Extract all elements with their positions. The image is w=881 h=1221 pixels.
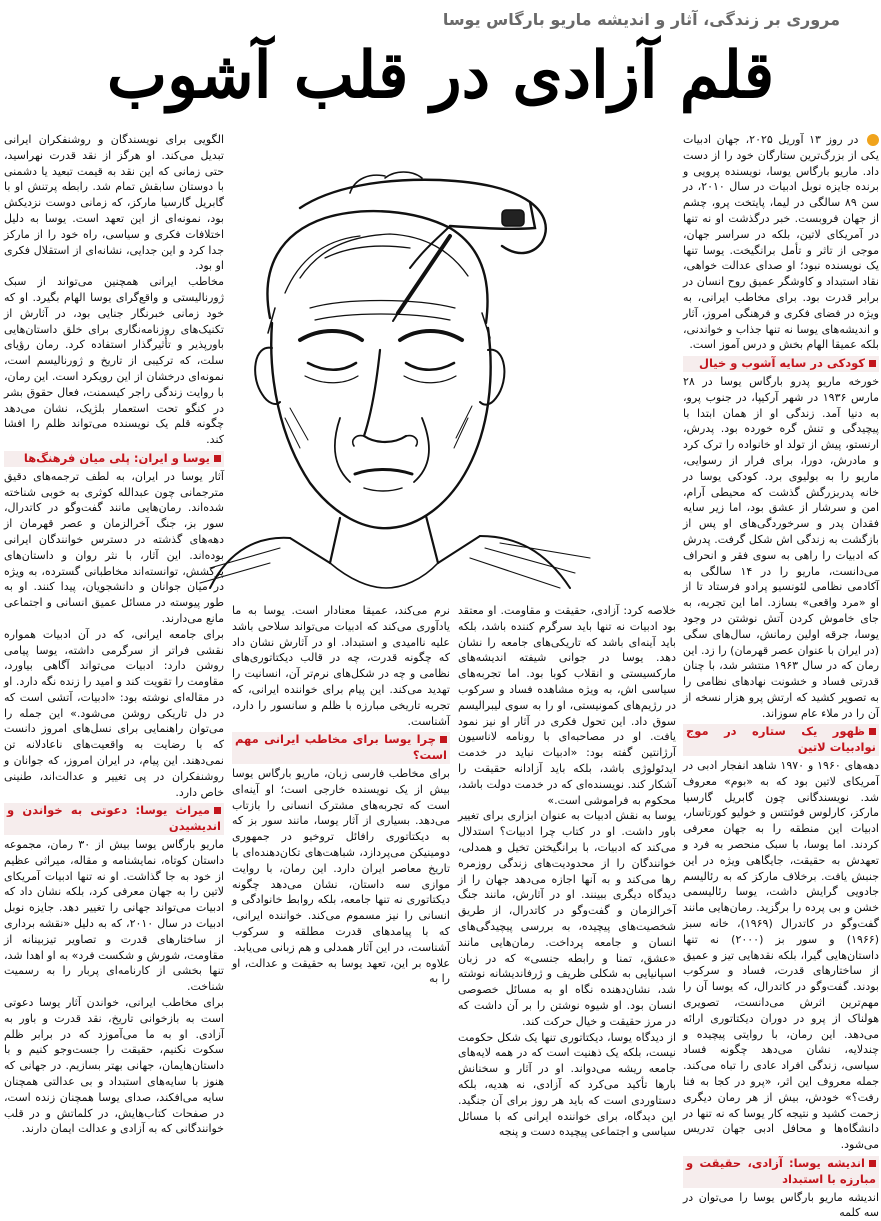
paragraph: برای مخاطب ایرانی، خواندن آثار یوسا دعوتی است به بازخوانی تاریخ، نقد قدرت و باور به آزادی. او به ما می‌آموزد که در برابر ظلم سکوت نکنیم، حقیقت را جست‌وجو کنیم و با داستان‌هایمان، جهانی بهتر بسازیم. در جهانی که هنوز با سایه‌های استبداد و بی عدالتی همچنان سایه می‌افکند، صدای یوسا همچنان زنده است، در صفحات کتاب‌هایش، در کلماتش و در قلب خوانندگانی که به آزادی و عدالت ایمان دارند. bbox=[4, 996, 224, 1136]
subheading-text: ظهور یک ستاره در موج نوادبیات لاتین bbox=[686, 724, 876, 755]
article-headline: قلم آزادی در قلب آشوب bbox=[106, 38, 775, 113]
paragraph: خورخه ماریو پدرو بارگاس یوسا در ۲۸ مارس ۱۹۳۶ در شهر آرکیپا، در جنوب پرو، به دنیا آمد. زندگی او از همان ابتدا با پیچیدگی و تنش گره خورده بود. پدرش، ارنستو، پیش از تولد او خانواده را ترک کرد و مادرش، دورا، برای فرار از رسوایی، ماریو را به بولیوی برد. کودکی یوسا در خانه پدربزرگش گذشت که محیطی آرام، امن و سرشار از عشق بود، اما زیر سایه فقدان پدر و سرخوردگی‌های او پس از بازگشت به زندگی اش شکل گرفت. پدرش که ادبیات را راهی به سوی فقر و انحراف می‌دانست، ماریو را در ۱۴ سالگی به آکادمی نظامی لئونسیو پرادو فرستاد تا از او «مرد واقعی» بسازد. اما این تجربه، به جای خاموش کردن آتش نوشتن در وجود یوسا، جرقه اولین رمانش، سال‌های سگی (در ایران با عنوان عصر قهرمان) را زد. این رمان که در سال ۱۹۶۳ منتشر شد، با چنان قدرتی فساد و خشونت نهادهای نظامی را به تصویر کشید که ارتش پرو هزار نسخه از آن را در ملاء عام سوزاند. bbox=[683, 374, 880, 720]
square-bullet-icon bbox=[869, 360, 876, 367]
article-kicker: مروری بر زندگی، آثار و اندیشه ماریو بارگاس یوسا bbox=[442, 10, 840, 29]
paragraph: از دیدگاه یوسا، دیکتاتوری تنها یک شکل حکومت نیست، بلکه یک ذهنیت است که در همه لایه‌های جامعه ریشه می‌دواند. او در آثار و سخنانش بارها تأکید می‌کرد که آزادی، نه هدیه، بلکه دستاوردی است که باید هر روز برای آن جنگید. این دیدگاه، برای خواننده ایرانی که با مسائل سیاسی و اجتماعی پیچیده دست و پنجه bbox=[458, 1030, 676, 1139]
subheading-legacy bbox=[4, 803, 224, 835]
subheading-latin-boom bbox=[683, 724, 879, 756]
paragraph: مخاطب ایرانی همچنین می‌تواند از سبک ژورنالیستی و واقع‌گرای یوسا الهام بگیرد. او که خود زمانی خبرنگار جنایی بود، در آثارش از تکنیک‌های روزنامه‌نگاری برای خلق داستان‌هایی باورپذیر و تأثیرگذار استفاده کرد. رمان رؤیای سلت، که ترکیبی از تاریخ و ژورنالیسم است، نمونه‌ای درخشان از این رویکرد است. این رمان، با روایت زندگی راجر کیسمنت، فعال حقوق بشر در کنگو تحت استعمار بلژیک، نشان می‌دهد چگونه قلم یک نویسنده می‌تواند ظلم را افشا کند. bbox=[4, 275, 224, 447]
drop-cap-icon bbox=[867, 134, 879, 146]
paragraph: اندیشه ماریو بارگاس یوسا را می‌توان در سه کلمه bbox=[683, 1190, 879, 1220]
square-bullet-icon bbox=[869, 1160, 876, 1167]
subheading-why-important bbox=[232, 732, 450, 764]
article-column-3 bbox=[232, 603, 450, 986]
paragraph: برای مخاطب فارسی زبان، ماریو بارگاس یوسا بیش از یک نویسنده خارجی است؛ او آینه‌ای است که تجربه‌های مشترک انسانی را بازتاب می‌دهد. بسیاری از آثار یوسا، مانند سور بز که به دیکتاتوری رافائل تروخیو در جمهوری دومینیکن می‌پردازد، شباهت‌های تکان‌دهنده‌ای با تاریخ معاصر ایران دارد. این رمان، با روایت موازی سه داستان، نشان می‌دهد چگونه دیکتاتوری نه تنها جامعه، بلکه روابط خانوادگی و انسانی را نیز مسموم می‌کند. خواننده ایرانی، که با پیامدهای قدرت مطلقه و سرکوب آشناست، در این آثار همدلی و هم زبانی می‌یابد. bbox=[232, 766, 450, 954]
square-bullet-icon bbox=[440, 736, 447, 743]
article-column-1 bbox=[683, 132, 880, 1220]
subheading-yosa-and-iran bbox=[4, 451, 224, 467]
subheading-text: میراث یوسا: دعوتی به خواندن و اندیشیدن bbox=[7, 803, 221, 834]
paragraph: آثار یوسا در ایران، به لطف ترجمه‌های دقیق مترجمانی چون عبدالله کوثری به خوبی شناخته شده‌اند. رمان‌هایی مانند گفت‌وگو در کاتدرال، سور بز، جنگ آخرالزمان و عصر قهرمان از دهه‌های گذشته در دسترس خوانندگان ایرانی بوده‌اند. این آثار، با نثر روان و داستان‌های پرکشش، توانسته‌اند مخاطبانی گسترده، به ویژه در میان جوانان و دانشجویان، پیدا کنند. او به طور پیوسته در مسائل عمیق انسانی و اجتماعی مانع می‌دارند. bbox=[4, 469, 224, 625]
paragraph: نرم می‌کند، عمیقا معنادار است. یوسا به ما یادآوری می‌کند که ادبیات می‌تواند سلاحی باشد علیه ناامیدی و استبداد. او در آثارش نشان داد که چگونه قدرت، چه در قالب دیکتاتوری‌های نظامی و چه در شکل‌های نرم‌تر آن، انسانیت را تهدید می‌کند. این پیام برای خواننده ایرانی، که تجربه تاریخی مبارزه با ظلم و سانسور را دارد، آشناست. bbox=[232, 604, 450, 728]
paragraph: ماریو بارگاس یوسا بیش از ۳۰ رمان، مجموعه داستان کوتاه، نمایشنامه و مقاله، میراثی عظیم از خود به جا گذاشت. او نه تنها ادبیات آمریکای لاتین را به جهان معرفی کرد، بلکه نشان داد که ادبیات می‌تواند جهانی را تغییر دهد. جایزه نوبل ادبیات در سال ۲۰۱۰، که به دلیل «نقشه برداری از ساختارهای قدرت و تصاویر تیزبینانه از مقاومت، شورش و شکست فرد» به او اهدا شد، تنها بخشی از کارنامه‌ای پربار را به رسمیت شناخت. bbox=[4, 838, 224, 994]
paragraph: برای جامعه ایرانی، که در آن ادبیات همواره نقشی فراتر از سرگرمی داشته، یوسا پیامی روشن دارد: ادبیات می‌تواند آگاهی بیاورد، مقاومت را تقویت کند و امید را زنده نگه دارد. او در مقاله‌ای نوشته بود: «ادبیات، آتشی است که در دل تاریکی روشن می‌شود.» این جمله را می‌توان راهنمایی برای نسل‌های امروز دانست که با رضایت به واقعیت‌های ناعادلانه تن نمی‌دهند. این پیام، در ایران امروز، که جوانان و روشنفکران در پی تغییر و عدالت‌اند، طنینی خاص دارد. bbox=[4, 627, 224, 799]
paragraph: الگویی برای نویسندگان و روشنفکران ایرانی تبدیل می‌کند. او هرگز از نقد قدرت نهراسید، حتی زمانی که این نقد به قیمت تبعید یا دشمنی با دوستان سابقش تمام شد. رابطه پرتنش او با گابریل گارسیا مارکز، که زمانی دوست نزدیکش بود، نمونه‌ای از این تعهد است. یوسا به دلیل اختلافات فکری و سیاسی، راه خود را از مارکز جدا کرد و این جدایی، نشانه‌ای از استقلال فکری او بود. bbox=[4, 133, 224, 273]
subheading-text: چرا یوسا برای مخاطب ایرانی مهم است؟ bbox=[235, 732, 447, 763]
subheading-freedom-truth bbox=[683, 1156, 879, 1188]
paragraph: یوسا به نقش ادبیات به عنوان ابزاری برای تغییر باور داشت. او در کتاب چرا ادبیات؟ استدلال می‌کند که ادبیات، با برانگیختن تخیل و همدلی، خوانندگان را از محدودیت‌های زندگی روزمره رها می‌کند و به آنها اجازه می‌دهد جهان را از دیدگاه دیگری ببینند. او در آثارش، مانند جنگ آخرالزمان و گفت‌وگو در کاتدرال، از طریق شخصیت‌های پیچیده، به بررسی پیچیدگی‌های انسان و جامعه پرداخت. رمان‌هایی مانند «عشق، تمنا و رابطه جنسی» که در زبان اسپانیایی به شکلی ظریف و ژرفاندیشانه نوشته شد، نشان‌دهنده نگاه او به مسائل خصوصی انسان بود. او شیوه نوشتن را بر آن داشت که در مرز حقیقت و خیال حرکت کند. bbox=[458, 809, 676, 1028]
subheading-childhood bbox=[683, 356, 879, 372]
square-bullet-icon bbox=[214, 807, 221, 814]
subheading-text: یوسا و ایران: پلی میان فرهنگ‌ها bbox=[23, 450, 210, 465]
intro-paragraph: در روز ۱۳ آوریل ۲۰۲۵، جهان ادبیات یکی از بزرگ‌ترین ستارگان خود را از دست داد. ماریو بارگاس یوسا، نویسنده پرویی و برنده جایزه نوبل ادبیات در سال ۲۰۱۰، در سن ۸۹ سالگی در لیما، پایتخت پرو، چشم از جهان فروبست. خبر درگذشت او نه تنها در آمریکای لاتین، بلکه در سراسر جهان، موجی از تاثر و تأمل برانگیخت. یوسا تنها یک نویسنده نبود؛ او صدای عدالت خواهی، نقاد استبداد و کاوشگر عمیق روح انسان در برابر قدرت بود. برای مخاطب ایرانی، به ویژه در فضای فکری و فرهنگی امروز، آثار و اندیشه‌های یوسا نه تنها جذاب و خواندنی، بلکه عمیقا الهام بخش و درس آموز است. bbox=[683, 133, 879, 352]
subheading-text: اندیشه یوسا: آزادی، حقیقت و مبارزه با استبداد bbox=[686, 1156, 876, 1186]
article-column-4 bbox=[4, 132, 224, 1136]
square-bullet-icon bbox=[214, 455, 221, 462]
paragraph: خلاصه کرد: آزادی، حقیقت و مقاومت. او معتقد بود ادبیات نه تنها باید سرگرم کننده باشد، بلکه باید آینه‌ای باشد که تاریکی‌های جامعه را نشان دهد. یوسا در جوانی شیفته اندیشه‌های مارکسیستی و انقلاب کوبا بود. اما تجربه‌های سیاسی اش، به ویژه مشاهده فساد و سرکوب در رژیم‌های کمونیستی، او را به سوی لیبرالیسم سوق داد. این تحول فکری در آثار او نیز نمود یافت. او در مصاحبه‌ای با رونامه لاناسیون آرژانتین گفته بود: «ادبیات نباید در خدمت ایدئولوژی باشد، بلکه باید آزادانه حقیقت را آشکار کند. نویسنده‌ای که در خدمت دولت باشد، محکوم به فراموشی است.» bbox=[458, 604, 676, 807]
paragraph: دهه‌های ۱۹۶۰ و ۱۹۷۰ شاهد انفجار ادبی در آمریکای لاتین بود که به «بوم» معروف شد. نویسندگانی چون گابریل گارسیا مارکز، کارلوس فوئنتس و خولیو کورتاسار، ادبیات این منطقه را به جهان معرفی کردند. اما یوسا، با سبک منحصر به فرد و تعهدش به حقیقت، جایگاهی ویژه در این جنبش یافت. برخلاف مارکز که به رئالیسم جادویی گرایش داشت، یوسا رئالیسمی خشن و بی پرده را برگزید. رمان‌هایی مانند گفت‌وگو در کاتدرال (۱۹۶۹)، خانه سبز (۱۹۶۶) و سور بز (۲۰۰۰) نه تنها داستان‌هایی گیرا، بلکه نقدهایی تیز و عمیق از ساختارهای قدرت، فساد و سرکوب بودند. گفت‌وگو در کاتدرال، که یوسا آن را مهم‌ترین اثرش می‌دانست، تصویری هولناک از پرو در دوران دیکتاتوری ارائه می‌دهد. این رمان، با روایتی پیچیده و چندلایه، نشان می‌دهد چگونه فساد سیاسی، زندگی افراد عادی را تباه می‌کند. جمله معروف این اثر، «پرو در کجا به فنا رفت؟» خودش، بیش از هر رمان دیگری زحمت کشید و نتیجه کار یوسا که نه تنها در دانشگاه‌ها و محافل ادبی جهان تدریس می‌شود. bbox=[683, 759, 879, 1152]
square-bullet-icon bbox=[869, 728, 876, 735]
article-column-2 bbox=[458, 603, 676, 1139]
paragraph: علاوه بر این، تعهد یوسا به حقیقت و عدالت، او را به bbox=[232, 956, 450, 986]
subheading-text: کودکی در سایه آشوب و خیال bbox=[698, 356, 865, 371]
